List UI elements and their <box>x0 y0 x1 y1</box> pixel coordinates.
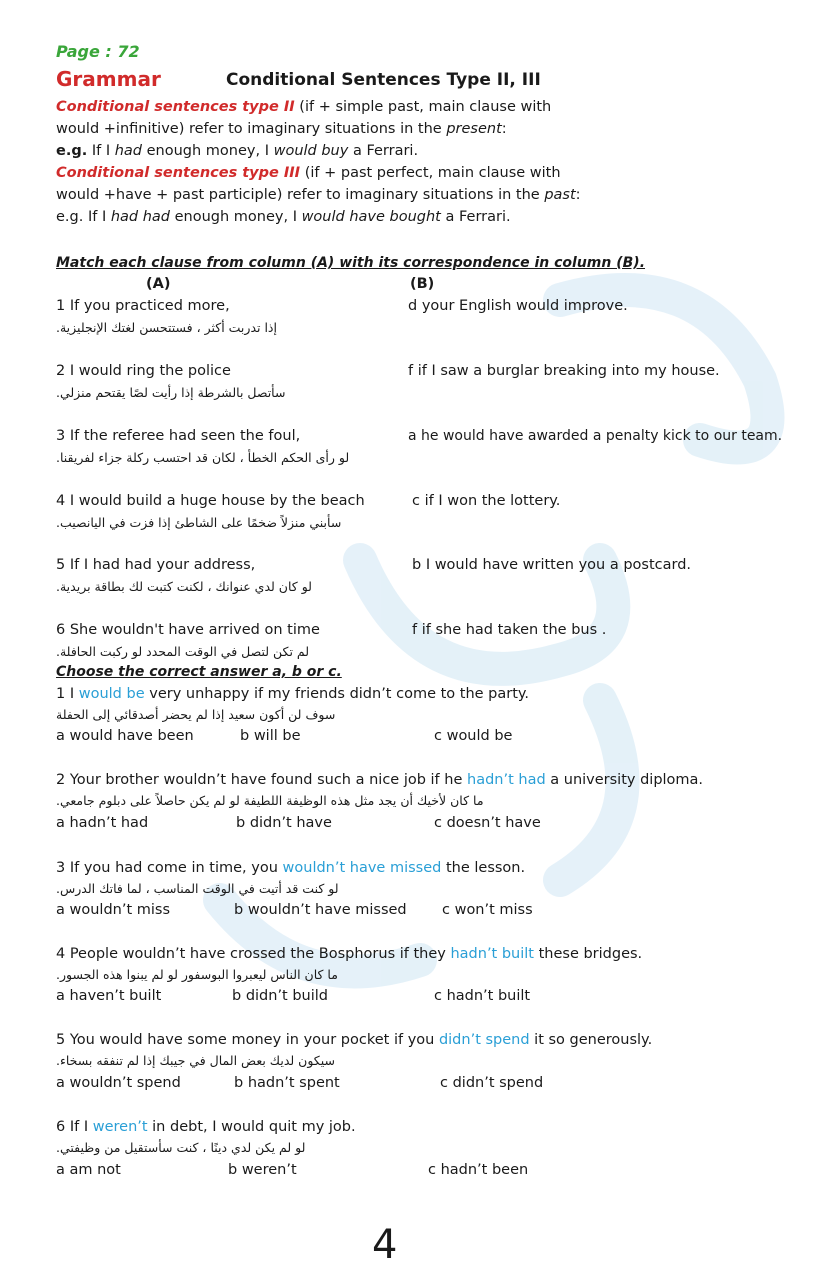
option-c[interactable]: c hadn’t been <box>428 1162 529 1178</box>
match-arabic: لو كان لدي عنوانك ، لكنت كتبت لك بطاقة بريدية. <box>56 579 312 594</box>
match-clause-b: a he would have awarded a penalty kick to our team. <box>408 428 783 444</box>
question-text: 6 If I weren’t in debt, I would quit my job. <box>56 1119 356 1135</box>
option-a[interactable]: a wouldn’t miss <box>56 902 171 918</box>
question-arabic: لو لم يكن لدي دينًا ، كنت سأستقيل من وظيفتي. <box>56 1140 306 1155</box>
option-c[interactable]: c would be <box>434 728 513 744</box>
section-title: Grammar <box>56 67 161 91</box>
option-b[interactable]: b didn’t have <box>236 815 332 831</box>
question-text: 4 People wouldn’t have crossed the Bosphorus if they hadn’t built these bridges. <box>56 946 643 962</box>
question-text: 5 You would have some money in your pocket if you didn’t spend it so generously. <box>56 1032 653 1048</box>
option-b[interactable]: b hadn’t spent <box>234 1075 340 1091</box>
question-arabic: لو كنت قد أتيت في الوقت المناسب ، لما فاتك الدرس. <box>56 881 339 896</box>
question-text: 2 Your brother wouldn’t have found such a nice job if he hadn’t had a university diploma. <box>56 772 704 788</box>
match-arabic: إذا تدربت أكثر ، فستتحسن لغتك الإنجليزية. <box>56 320 277 335</box>
rule-type3-line1: Conditional sentences type III (if + past perfect, main clause with <box>56 165 561 181</box>
page-title: Conditional Sentences Type II, III <box>226 70 541 90</box>
question-arabic: ما كان لأخيك أن يجد مثل هذه الوظيفة اللطيفة لو لم يكن حاصلاً على دبلوم جامعي. <box>56 793 484 808</box>
match-clause-a: 3 If the referee had seen the foul, <box>56 428 301 444</box>
match-arabic: سأبني منزلاً ضخمًا على الشاطئ إذا فزت في اليانصيب. <box>56 515 342 530</box>
rule-type2-line1: Conditional sentences type II (if + simple past, main clause with <box>56 99 552 115</box>
rule-type2-line2: would +infinitive) refer to imaginary situations in the present: <box>56 121 507 137</box>
question-arabic: سيكون لديك بعض المال في جيبك إذا لم تنفقه بسخاء. <box>56 1053 335 1068</box>
column-b-header: (B) <box>410 276 435 292</box>
option-a[interactable]: a wouldn’t spend <box>56 1075 181 1091</box>
option-c[interactable]: c won’t miss <box>442 902 533 918</box>
match-clause-b: b I would have written you a postcard. <box>412 557 692 573</box>
match-instruction: Match each clause from column (A) with its correspondence in column (B). <box>56 255 646 271</box>
match-clause-b: d your English would improve. <box>408 298 628 314</box>
option-b[interactable]: b didn’t build <box>232 988 328 1004</box>
choose-instruction: Choose the correct answer a, b or c. <box>56 664 342 680</box>
option-a[interactable]: a haven’t built <box>56 988 162 1004</box>
column-a-header: (A) <box>146 276 171 292</box>
option-c[interactable]: c didn’t spend <box>440 1075 544 1091</box>
page-label: Page : 72 <box>56 42 140 61</box>
question-arabic: ما كان الناس ليعبروا البوسفور لو لم يبنوا هذه الجسور. <box>56 967 338 982</box>
match-clause-b: c if I won the lottery. <box>412 493 561 509</box>
question-arabic: سوف لن أكون سعيد إذا لم يحضر أصدقائي إلى الحفلة <box>56 707 336 722</box>
option-a[interactable]: a hadn’t had <box>56 815 149 831</box>
question-text: 3 If you had come in time, you wouldn’t have missed the lesson. <box>56 860 526 876</box>
match-clause-a: 4 I would build a huge house by the beach <box>56 493 365 509</box>
match-clause-a: 6 She wouldn't have arrived on time <box>56 622 320 638</box>
rule-type3-example: e.g. If I had had enough money, I would have bought a Ferrari. <box>56 209 511 225</box>
match-clause-a: 2 I would ring the police <box>56 363 231 379</box>
option-b[interactable]: b wouldn’t have missed <box>234 902 407 918</box>
match-arabic: لم تكن لتصل في الوقت المحدد لو ركبت الحافلة. <box>56 644 310 659</box>
rule-type2-example: e.g. If I had enough money, I would buy a Ferrari. <box>56 143 419 159</box>
match-arabic: لو رأى الحكم الخطأ ، لكان قد احتسب ركلة جزاء لفريقنا. <box>56 450 350 465</box>
option-a[interactable]: a am not <box>56 1162 121 1178</box>
page-number: 4 <box>372 1222 398 1268</box>
option-b[interactable]: b will be <box>240 728 301 744</box>
match-clause-a: 1 If you practiced more, <box>56 298 230 314</box>
question-text: 1 I would be very unhappy if my friends didn’t come to the party. <box>56 686 530 702</box>
match-arabic: سأتصل بالشرطة إذا رأيت لصًا يقتحم منزلي. <box>56 385 286 400</box>
option-c[interactable]: c doesn’t have <box>434 815 541 831</box>
match-clause-b: f if she had taken the bus . <box>412 622 607 638</box>
option-b[interactable]: b weren’t <box>228 1162 297 1178</box>
match-clause-b: f if I saw a burglar breaking into my house. <box>408 363 720 379</box>
option-c[interactable]: c hadn’t built <box>434 988 531 1004</box>
match-clause-a: 5 If I had had your address, <box>56 557 256 573</box>
rule-type3-line2: would +have + past participle) refer to imaginary situations in the past: <box>56 187 581 203</box>
option-a[interactable]: a would have been <box>56 728 194 744</box>
